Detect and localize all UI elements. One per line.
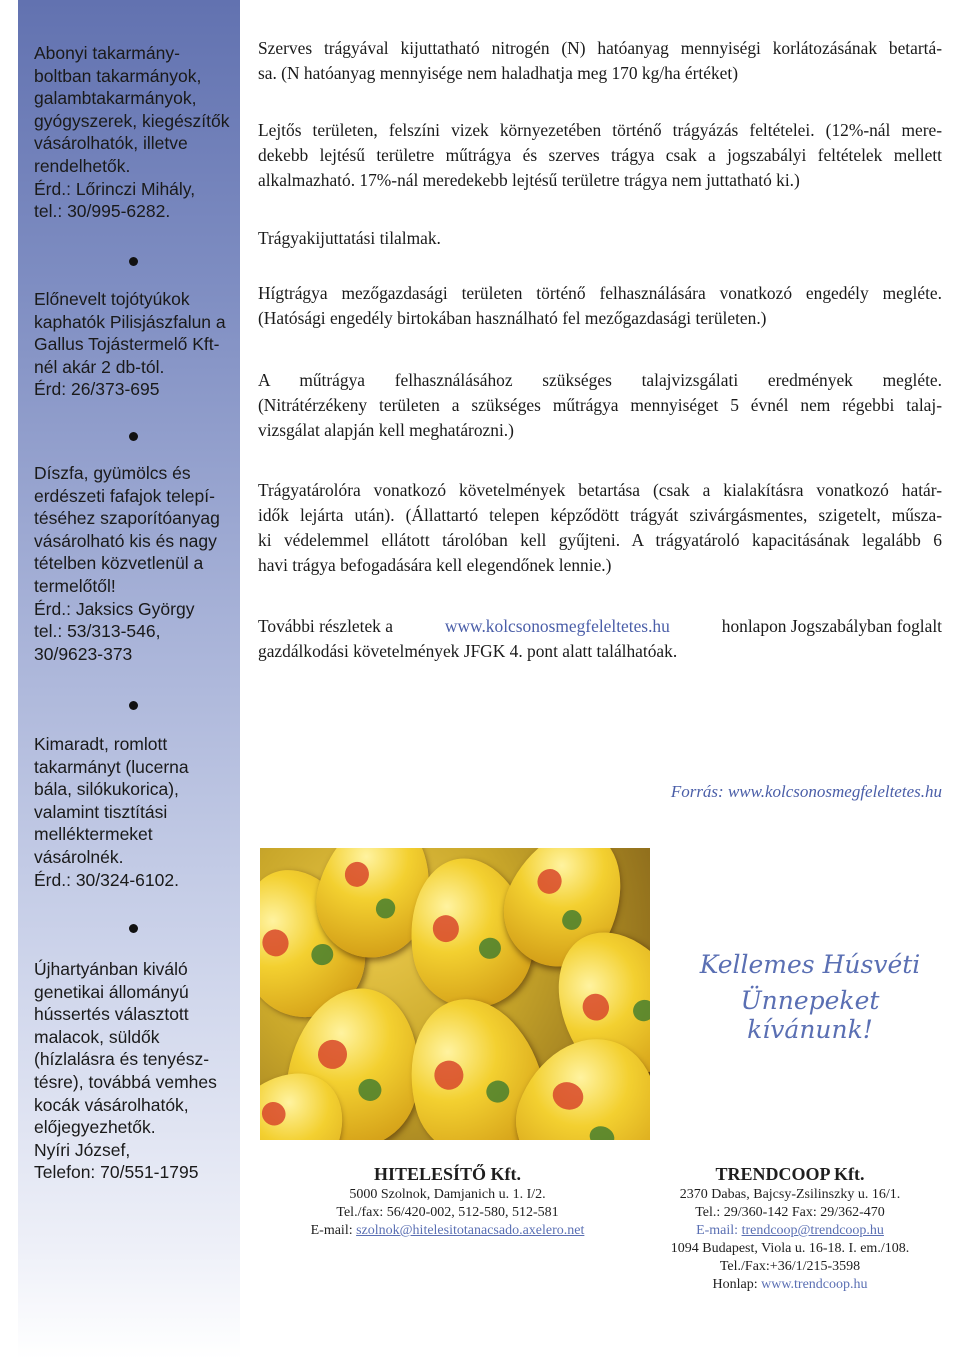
ad-line: vásárolhatók, illetve xyxy=(34,133,188,154)
company-phone: Tel./Fax:+36/1/215-3598 xyxy=(719,1259,861,1274)
ad-line: genetikai állományú xyxy=(34,981,189,1002)
trendcoop-email-link[interactable]: trendcoop@trendcoop.hu xyxy=(741,1223,884,1238)
ad-line: Gallus Tojástermelő Kft- xyxy=(34,334,220,355)
text-line: gazdálkodási követelmények JFGK 4. pont alatt találhatóak. xyxy=(258,641,678,661)
source-credit: Forrás: www.kolcsonosmegfeleltetes.hu xyxy=(670,782,942,801)
paragraph-ban xyxy=(258,226,942,251)
paragraph-soil-test xyxy=(258,368,942,443)
ad-line: melléktermeket xyxy=(34,824,153,845)
web-label: Honlap: xyxy=(712,1277,758,1292)
ad-feed-store xyxy=(34,42,234,223)
text-line: dekebb lejtésű területre műtrágya és szerves trágya csak a jogszabályi feltételek mellett xyxy=(258,145,942,165)
bullet-separator xyxy=(129,257,138,266)
easter-eggs-photo xyxy=(260,848,650,1140)
company-name: HITELESÍTŐ Kft. xyxy=(373,1164,522,1184)
text-line: Lejtős területen, felszíni vizek környezetében történő trágyázás feltételei. (12%-nál mere- xyxy=(258,120,942,140)
company-address: 2370 Dabas, Bajcsy-Zsilinszky u. 16/1. xyxy=(679,1187,901,1202)
ad-line: boltban takarmányok, xyxy=(34,65,202,86)
company-web-line xyxy=(640,1276,940,1294)
ad-line: termelőtől! xyxy=(34,575,116,596)
bullet-separator xyxy=(129,701,138,710)
company-address: 5000 Szolnok, Damjanich u. 1. I/2. xyxy=(349,1187,546,1202)
ad-spoiled-feed xyxy=(34,733,234,891)
ad-line: erdészeti fafajok telepí- xyxy=(34,485,215,506)
ad-line: Nyíri József, xyxy=(34,1139,131,1160)
ad-line: (hízlalásra és tenyész- xyxy=(34,1049,210,1070)
text-line: Trágyakijuttatási tilalmak. xyxy=(258,228,441,248)
text-line: sa. (N hatóanyag mennyisége nem haladhatja meg 170 kg/ha értéket) xyxy=(258,63,739,83)
email-label: E-mail: xyxy=(310,1223,353,1238)
ad-line: Telefon: 70/551-1795 xyxy=(34,1162,199,1183)
text-line: Trágyatárolóra vonatkozó követelmények betartása (csak a kialakításra vonatkozó határ- xyxy=(258,480,942,500)
ad-line: 30/9623-373 xyxy=(34,643,133,664)
hitelesito-contact xyxy=(275,1162,620,1240)
text-line: ki védelemmel ellátott tárolóban kell gyűjteni. A trágyatároló kapacitásának legalább 6 xyxy=(258,530,942,550)
text-line: A műtrágya felhasználásához szükséges talajvizsgálati eredmények megléte. xyxy=(258,370,942,390)
ad-line: rendelhetők. xyxy=(34,155,131,176)
text-line: Hígtrágya mezőgazdasági területen történő felhasználására vonatkozó engedély megléte. xyxy=(258,283,942,303)
ad-line: kocák vásárolhatók, xyxy=(34,1094,189,1115)
paragraph-more-info xyxy=(258,614,942,664)
email-label: E-mail: xyxy=(696,1223,739,1238)
ad-line: vásárolnék. xyxy=(34,846,124,867)
paragraph-storage xyxy=(258,478,942,578)
text-line: (Nitrátérzékeny területen a szükséges műtrágya mennyiséget 5 évnél nem régebbi talaj- xyxy=(258,395,942,415)
text-line: havi trágya befogadására kell elegendőnek lennie.) xyxy=(258,555,612,575)
company-name: TRENDCOOP Kft. xyxy=(715,1164,865,1184)
ad-line: téséhez szaporítóanyag xyxy=(34,508,220,529)
ad-line: tel.: 53/313-546, xyxy=(34,621,161,642)
paragraph-slope xyxy=(258,118,942,193)
ad-line: galambtakarmányok, xyxy=(34,88,197,109)
ad-line: tésre), továbbá vemhes xyxy=(34,1071,217,1092)
ad-line: tételben közvetlenül a xyxy=(34,553,204,574)
ad-laying-hens xyxy=(34,288,234,401)
greeting-line-1: Kellemes Húsvéti xyxy=(699,950,921,979)
ad-line: Érd: 26/373-695 xyxy=(34,379,160,400)
ad-line: Érd.: Lőrinczi Mihály, xyxy=(34,178,196,199)
text-line: idők lejárta után). (Állattartó telepen képződött trágyát szivárgásmentes, szigetelt, műsza- xyxy=(258,505,942,525)
ad-line: kaphatók Pilisjászfalun a xyxy=(34,311,226,332)
ad-line: hússertés választott xyxy=(34,1004,189,1025)
ad-line: Abonyi takarmány- xyxy=(34,43,180,63)
ad-line: takarmányt (lucerna xyxy=(34,756,189,777)
paragraph-slurry xyxy=(258,281,942,331)
company-email-line xyxy=(640,1222,940,1240)
more-info-suffix: honlapon Jogszabályban foglalt xyxy=(721,616,942,636)
company-address: 1094 Budapest, Viola u. 16-18. I. em./108. xyxy=(670,1241,910,1256)
text-line: alkalmazható. 17%-nál meredekebb lejtésű területre trágya nem juttatható ki.) xyxy=(258,170,800,190)
trendcoop-contact xyxy=(640,1162,940,1294)
ad-line: előjegyezhetők. xyxy=(34,1117,156,1138)
ad-tree-seedlings xyxy=(34,462,234,665)
text-line xyxy=(258,614,942,639)
company-phone: Tel./fax: 56/420-002, 512-580, 512-581 xyxy=(336,1205,559,1220)
ad-line: Újhartyánban kiváló xyxy=(34,959,188,979)
paragraph-nitrogen-limit xyxy=(258,36,942,86)
ad-line: gyógyszerek, kiegészítők xyxy=(34,110,230,131)
bullet-separator xyxy=(129,432,138,441)
text-line: (Hatósági engedély birtokában használható fel mezőgazdasági területen.) xyxy=(258,308,767,328)
ad-line: tel.: 30/995-6282. xyxy=(34,201,171,222)
company-phone: Tel.: 29/360-142 Fax: 29/362-470 xyxy=(695,1205,885,1220)
more-info-prefix: További részletek a xyxy=(258,616,393,636)
ad-line: valamint tisztítási xyxy=(34,801,168,822)
ad-line: nél akár 2 db-tól. xyxy=(34,356,165,377)
company-email-line xyxy=(275,1222,620,1240)
ad-pigs xyxy=(34,958,234,1184)
greeting-line-2: Ünnepeket kívánunk! xyxy=(740,986,880,1044)
hitelesito-email-link[interactable]: szolnok@hitelesitotanacsado.axelero.net xyxy=(356,1223,585,1238)
text-line: Szerves trágyával kijuttatható nitrogén (N) hatóanyag mennyiségi korlátozásának betartá- xyxy=(258,38,942,58)
ad-line: malacok, süldők xyxy=(34,1026,160,1047)
ad-line: Díszfa, gyümölcs és xyxy=(34,463,191,483)
ad-line: Előnevelt tojótyúkok xyxy=(34,289,190,309)
ad-line: Érd.: Jaksics György xyxy=(34,598,195,619)
text-line: vizsgálat alapján kell meghatározni.) xyxy=(258,420,514,440)
main-article xyxy=(258,36,942,664)
ad-line: Érd.: 30/324-6102. xyxy=(34,869,179,890)
ad-line: bála, silókukorica), xyxy=(34,779,179,800)
ad-line: Kimaradt, romlott xyxy=(34,734,168,754)
bullet-separator xyxy=(129,924,138,933)
trendcoop-web-link[interactable]: www.trendcoop.hu xyxy=(761,1277,868,1292)
ad-line: vásárolható kis és nagy xyxy=(34,530,217,551)
kolcsonos-link[interactable]: www.kolcsonosmegfeleltetes.hu xyxy=(444,616,670,636)
